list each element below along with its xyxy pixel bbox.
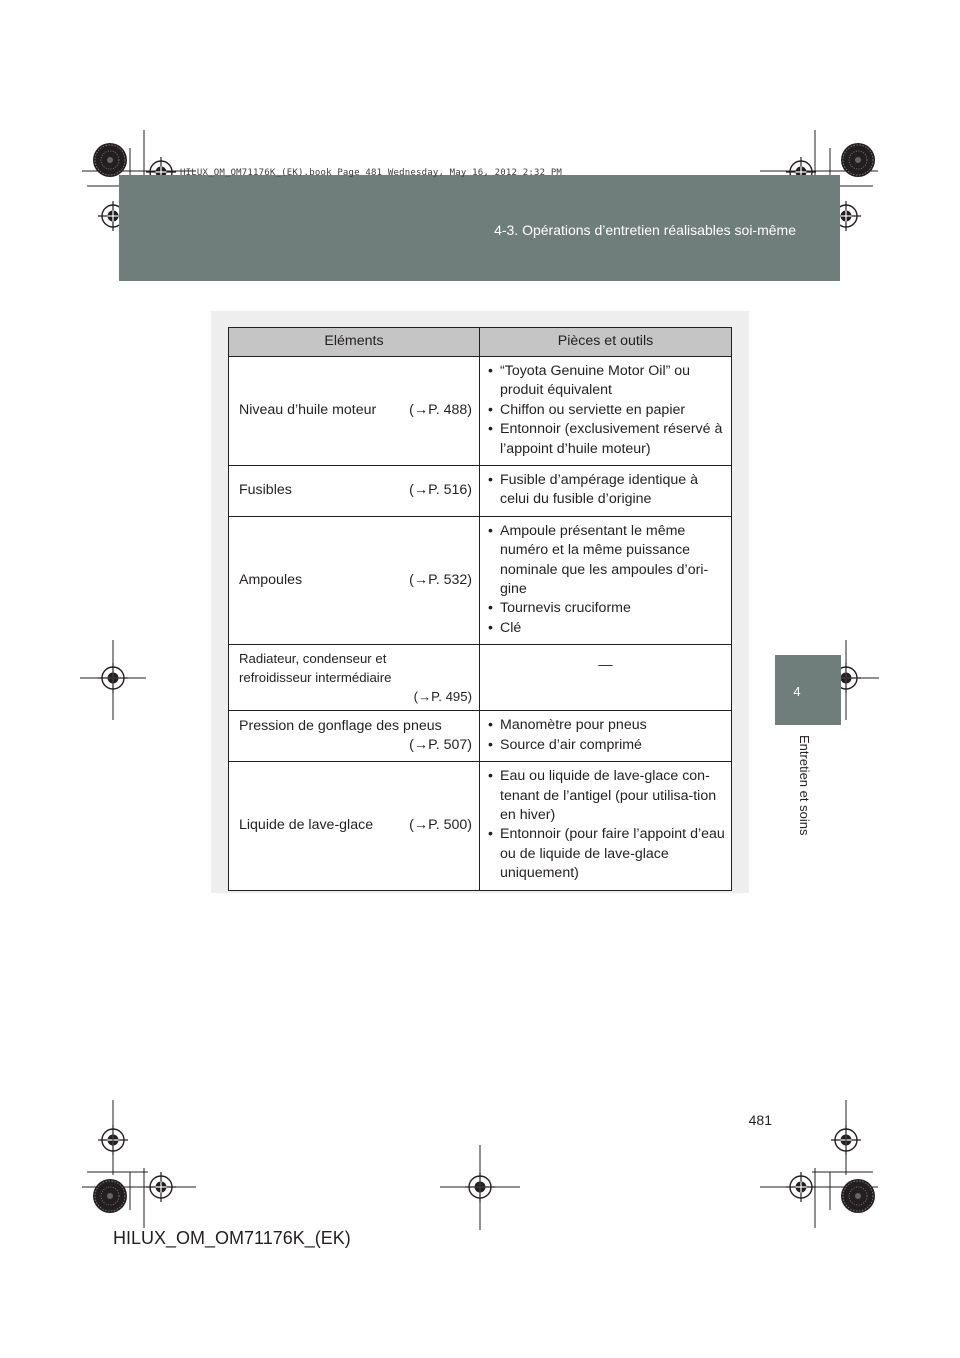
page-ref: (→P. 488): [409, 402, 472, 419]
list-item: • Entonnoir (pour faire l’appoint d’eau ou de liquide de lave-glace uniquement): [488, 825, 727, 883]
list-item: • Clé: [488, 619, 727, 638]
table-row: [229, 466, 732, 517]
list-item: • Source d’air comprimé: [488, 736, 727, 755]
page-ref: (→P. 495): [413, 689, 472, 705]
list-item: • “Toyota Genuine Motor Oil” ou produit équivalent: [488, 362, 727, 401]
element-name: Niveau d’huile moteur: [239, 402, 377, 419]
element-name: Fusibles: [239, 482, 292, 499]
tools-cell: [480, 762, 732, 890]
element-name: Ampoules: [239, 571, 303, 588]
element-cell: [229, 762, 480, 890]
page-number: 481: [748, 1112, 772, 1128]
document-code: HILUX_OM_OM71176K_(EK): [113, 1228, 351, 1248]
tools-cell: [480, 466, 732, 517]
table-row: [229, 762, 732, 890]
element-cell: [229, 466, 480, 517]
list-item: • Eau ou liquide de lave-glace con-tenant de l’antigel (pour utilisa-tion en hiver): [488, 767, 727, 825]
element-cell: [229, 711, 480, 762]
element-name: Pression de gonflage des pneus: [239, 717, 442, 734]
empty-dash: —: [598, 657, 613, 674]
parts-tools-table: [228, 327, 732, 891]
list-item: • Ampoule présentant le même numéro et la même puissance nominale que les ampoules d’ori-gine: [488, 522, 727, 600]
tools-cell: [480, 357, 732, 466]
page-ref: (→P. 516): [409, 482, 472, 499]
table-row: [229, 516, 732, 644]
list-item: • Chiffon ou serviette en papier: [488, 401, 727, 420]
column-header-elements: Eléments: [229, 328, 480, 357]
element-cell: [229, 357, 480, 466]
chapter-label: Entretien et soins: [797, 735, 812, 836]
list-item: • Entonnoir (exclusivement réservé à l’appoint d’huile moteur): [488, 420, 727, 459]
page-ref: (→P. 532): [409, 571, 472, 588]
table-row: [229, 645, 732, 711]
table-header-row: [229, 328, 732, 357]
element-name: Radiateur, condenseur et: [239, 650, 387, 666]
element-cell: [229, 645, 480, 711]
column-header-tools: Pièces et outils: [480, 328, 732, 357]
tools-cell: [480, 711, 732, 762]
page-ref: (→P. 500): [409, 817, 472, 834]
tools-cell: [480, 516, 732, 644]
element-name-cont: refroidisseur intermédiaire: [239, 670, 392, 686]
table-row: [229, 711, 732, 762]
print-info: HILUX_OM_OM71176K_(EK).book Page 481 Wednesday, May 16, 2012 2:32 PM: [180, 168, 563, 178]
element-cell: [229, 516, 480, 644]
list-item: • Manomètre pour pneus: [488, 716, 727, 735]
table-row: [229, 357, 732, 466]
element-name: Liquide de lave-glace: [239, 817, 374, 834]
list-item: • Fusible d’ampérage identique à celui du fusible d’origine: [488, 471, 727, 510]
chapter-tab: [775, 655, 841, 725]
section-title: 4-3. Opérations d’entretien réalisables soi-même: [494, 222, 796, 238]
chapter-number: 4: [793, 684, 801, 699]
tools-cell: [480, 645, 732, 711]
list-item: • Tournevis cruciforme: [488, 599, 727, 618]
page-ref: (→P. 507): [409, 737, 472, 754]
